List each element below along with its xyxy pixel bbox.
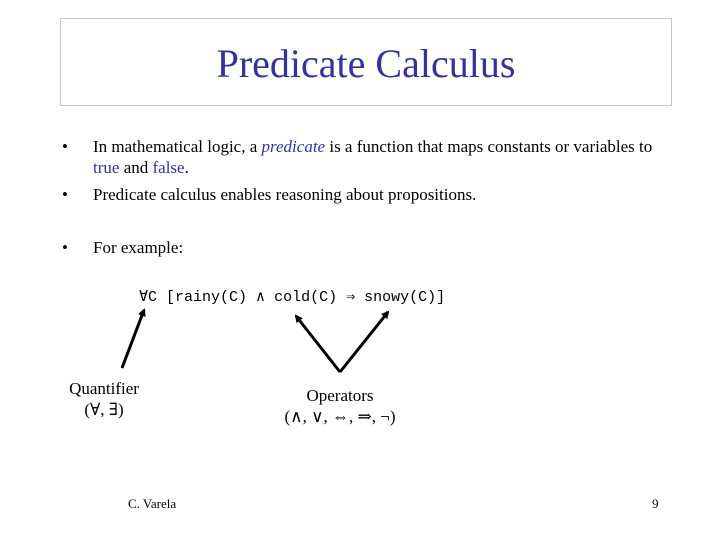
true-term: true <box>93 158 120 177</box>
operators-label: Operators <box>306 386 374 405</box>
page-number: 9 <box>652 496 659 511</box>
formula: ∀C [rainy(C) ∧ cold(C) ⇒ snowy(C)] <box>139 289 446 306</box>
bullet-dot: • <box>62 137 68 156</box>
quantifier-label: Quantifier <box>69 379 139 398</box>
slide-title: Predicate Calculus <box>216 41 516 86</box>
bullet-text: In mathematical logic, a predicate is a function that maps constants or variables to true and false. <box>93 137 653 177</box>
bullet-dot: • <box>62 185 68 204</box>
bullet-dot: • <box>62 238 68 257</box>
false-term: false <box>152 158 185 177</box>
bullet-text: For example: <box>93 238 184 257</box>
bullet-text: Predicate calculus enables reasoning about propositions. <box>93 185 477 204</box>
operator-arrow-right <box>340 312 388 372</box>
operator-arrow-left <box>296 316 340 372</box>
predicate-term: predicate <box>261 137 326 156</box>
operators-symbols: (∧, ∨, ⇔, ⇒, ¬) <box>284 407 396 426</box>
footer-author: C. Varela <box>128 496 177 511</box>
operators-label-block <box>270 385 410 427</box>
quantifier-symbols: (∀, ∃) <box>84 400 124 419</box>
quantifier-arrow <box>122 310 144 368</box>
quantifier-label-block <box>52 378 156 420</box>
